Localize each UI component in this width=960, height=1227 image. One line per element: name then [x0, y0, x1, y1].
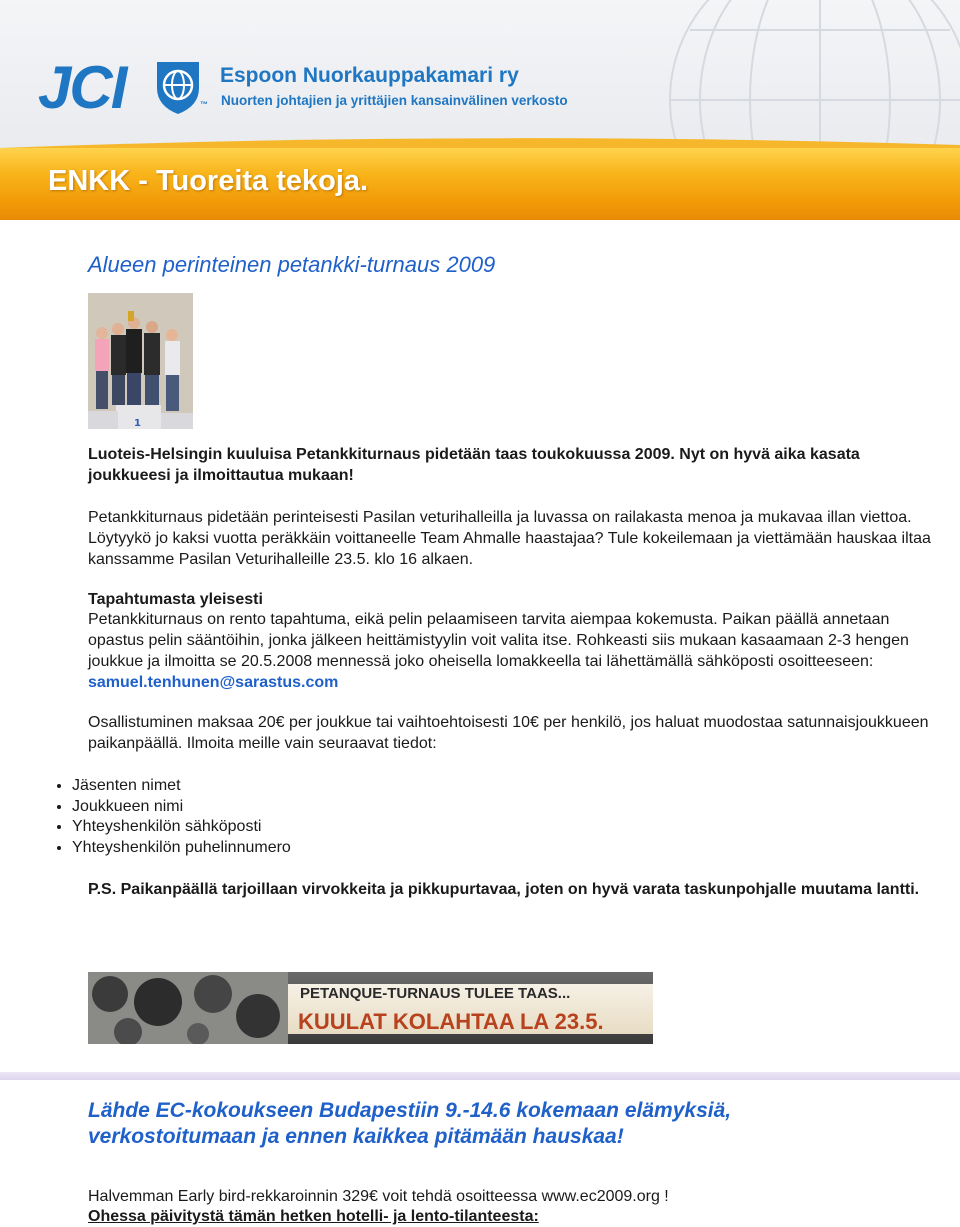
- body-paragraph-3: Osallistuminen maksaa 20€ per joukkue tai vaihtoehtoisesti 10€ per henkilö, jos haluat muodostaa satunnaisjoukkueen paikanpäällä. Ilmoita meille vain seuraavat tiedot:: [88, 714, 929, 752]
- banner-title: ENKK - Tuoreita tekoja.: [48, 165, 369, 197]
- body-paragraph-2-text: Petankkiturnaus on rento tapahtuma, eikä pelin pelaamiseen tarvita aiempaa kokemusta. Paikan päällä annetaan opastus pelin sääntöihin, jonka jälkeen heittämistyylin voit valita itse. Rohkeasti siis mukaan kasaamaan 2-3 hengen joukkue ja ilmoitta se 20.5.2008 mennessä joko oheisella lomakkeella tai lähettämällä sähköposti osoitteeseen:: [88, 611, 909, 670]
- email-link[interactable]: samuel.tenhunen@sarastus.com: [88, 674, 339, 691]
- body-paragraph-2: [88, 609, 938, 693]
- info-list: [52, 776, 291, 858]
- list-item: • Jäsenten nimet: [72, 776, 291, 797]
- article-title: Alueen perinteinen petankki-turnaus 2009: [88, 252, 496, 277]
- jci-shield-icon: [153, 58, 203, 116]
- jci-logo: JCI: [38, 54, 126, 121]
- article-title-2: Lähde EC-kokoukseen Budapestiin 9.-14.6 kokemaan elämyksiä, verkostoitumaan ja ennen kaikkea pitämään hauskaa!: [88, 1099, 732, 1148]
- list-item: • Yhteyshenkilön puhelinnumero: [72, 838, 291, 859]
- winners-photo: [88, 293, 193, 429]
- podium-number: 1: [134, 418, 141, 429]
- early-bird-text: Halvemman Early bird-rekkaroinnin 329€ voit tehdä osoitteessa www.ec2009.org !: [88, 1188, 669, 1205]
- section-heading: Tapahtumasta yleisesti: [88, 591, 263, 608]
- petanque-banner-image: [88, 972, 653, 1044]
- intro-paragraph: Luoteis-Helsingin kuuluisa Petankkiturnaus pidetään taas toukokuussa 2009. Nyt on hyvä aika kasata joukkueesi ja ilmoittautua mukaan!: [88, 446, 860, 484]
- petanque-banner-line2: KUULAT KOLAHTAA LA 23.5.: [298, 1009, 604, 1034]
- body-paragraph-1: Petankkiturnaus pidetään perinteisesti Pasilan veturihalleilla ja luvassa on railakasta menoa ja mukavaa illan viettoa. Löytyykö jo kaksi vuotta peräkkäin voittaneelle Team Ahmalle haastajaa? Tule kokeilemaan ja viettämään hauskaa iltaa kanssamme Pasilan Veturihalleille 23.5. klo 16 alkaen.: [88, 509, 931, 568]
- section-divider: [0, 1072, 960, 1080]
- list-item: • Yhteyshenkilön sähköposti: [72, 817, 291, 838]
- petanque-banner-line1: PETANQUE-TURNAUS TULEE TAAS...: [300, 985, 571, 1002]
- list-item: • Joukkueen nimi: [72, 797, 291, 818]
- organization-tagline: Nuorten johtajien ja yrittäjien kansainvälinen verkosto: [221, 93, 568, 108]
- trademark-symbol: ™: [200, 100, 208, 109]
- organization-name: Espoon Nuorkauppakamari ry: [220, 64, 519, 87]
- ps-paragraph: P.S. Paikanpäällä tarjoillaan virvokkeita ja pikkupurtavaa, joten on hyvä varata taskunpohjalle muutama lantti.: [88, 881, 920, 898]
- update-heading: Ohessa päivitystä tämän hetken hotelli- ja lento-tilanteesta:: [88, 1208, 539, 1225]
